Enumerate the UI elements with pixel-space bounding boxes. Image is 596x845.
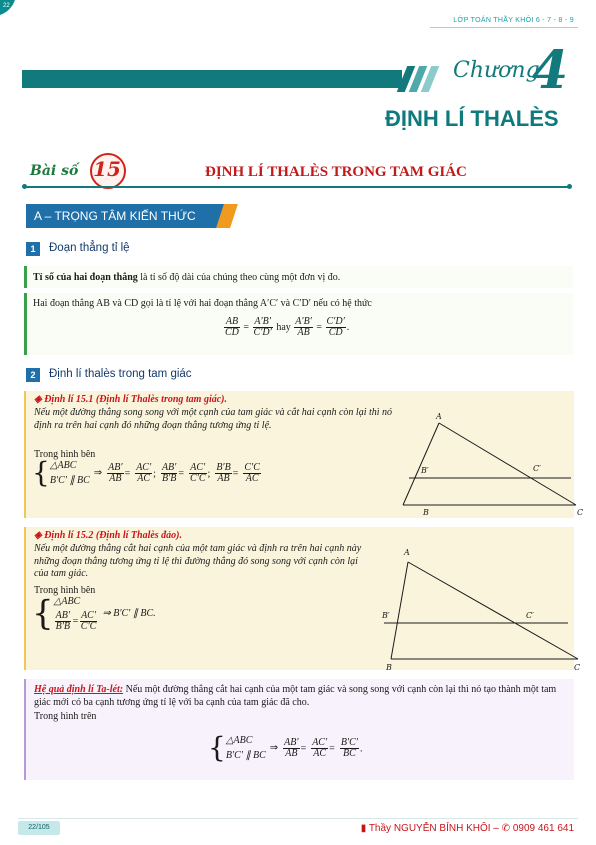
definition-box	[24, 266, 573, 288]
chapter-number: 4	[532, 40, 569, 101]
theorem-2-body: Nếu một đường thẳng cắt hai cạnh của một tam giác và định ra trên hai cạnh này những đoạn thẳng tương ứng tỉ lệ thì đường thẳng đó song song với cạnh còn lại của tam giác.	[34, 543, 362, 579]
proportion-formula: $\frac{AB}{CD}$ = $\frac{A'B'}{C'D'}$ hay $\frac{A'B'}{AB}$ = $\frac{C'D'}{CD}$ .	[225, 316, 350, 338]
lesson-rule	[25, 186, 570, 188]
corollary-box	[24, 679, 574, 780]
section-a-title: A – TRỌNG TÂM KIẾN THỨC	[34, 209, 196, 223]
page-number: 22/105	[18, 821, 60, 835]
side-ac	[439, 423, 576, 505]
header-rule	[430, 27, 578, 28]
footer-author: ▮ Thầy NGUYỄN BỈNH KHÔI – ✆ 0909 461 641	[360, 823, 574, 834]
part1-number: 1	[26, 242, 40, 256]
proportion-statement: Hai đoạn thẳng AB và CD gọi là tỉ lệ với hai đoạn thẳng A′C′ và C′D′ nếu có hệ thức	[33, 298, 372, 309]
theorem-1-formula: { △ABC B′C′ ∥ BC ⇒ $\frac{AB'}{AB}$ = $\frac{AC'}{AC}$ ; $\frac{AB'}{B'B}$ = $\frac{AC'}{C'C}$ ; $\frac{B'B}{AB}$ = $\frac{C'C}{AC}$	[32, 456, 260, 489]
phone-icon: ✆	[501, 823, 511, 834]
lesson-number: 15	[93, 157, 121, 181]
definition-term: Tỉ số của hai đoạn thẳng	[33, 272, 138, 283]
theorem-1-body: Nếu một đường thẳng song song với một cạnh của tam giác và cắt hai cạnh còn lại thì nó định ra trên hai cạnh đó những đoạn thẳng tương ứng tỉ lệ.	[34, 407, 393, 431]
label-c: C	[577, 508, 584, 517]
label-b-prime: B′	[382, 611, 390, 620]
label-c: C	[574, 663, 581, 672]
label-a: A	[404, 548, 410, 557]
corollary-body: Nếu một đường thẳng cắt hai cạnh của một tam giác và song song với cạnh còn lại thì nó tạo thành một tam giác mới có ba cạnh tương ứng tỉ lệ với ba cạnh của tam giác đã cho.	[34, 684, 557, 708]
label-a: A	[436, 412, 442, 421]
chapter-banner-bar	[22, 70, 402, 88]
label-c-prime: C′	[526, 611, 534, 620]
footer-rule	[18, 818, 578, 819]
part2-number: 2	[26, 368, 40, 382]
side-ab	[403, 423, 439, 505]
rule-dot	[22, 184, 27, 189]
part1-heading: Đoạn thẳng tỉ lệ	[49, 242, 130, 254]
page-corner-number: 22	[3, 3, 10, 9]
series-title: LỚP TOÁN THẦY KHÔI 6 - 7 - 8 - 9	[453, 17, 574, 24]
part2-heading: Định lí thalès trong tam giác	[49, 368, 192, 380]
label-c-prime: C′	[533, 464, 541, 473]
theorem-1-title: ◈ Định lí 15.1 (Định lí Thalès trong tam giác).	[34, 394, 228, 405]
proportion-box	[24, 293, 573, 355]
side-ac	[408, 562, 578, 659]
theorem-1-box	[24, 391, 584, 518]
diamond-icon: ◈	[34, 394, 42, 405]
chapter-label: Chương	[453, 58, 540, 83]
lesson-title: ĐỊNH LÍ THALÈS TRONG TAM GIÁC	[205, 164, 467, 180]
hay-word: hay	[276, 321, 291, 333]
label-b: B	[423, 508, 429, 517]
theorem-1-triangle-figure	[381, 403, 584, 518]
theorem-2-title: ◈ Định lí 15.2 (Định lí Thalès đảo).	[34, 530, 183, 541]
theorem-1-in-figure: Trong hình bên	[34, 449, 96, 460]
theorem-2-triangle-figure	[356, 542, 581, 670]
corollary-formula: { △ABC B′C′ ∥ BC ⇒ $\frac{AB'}{AB}$ = $\frac{AC'}{AC}$ = $\frac{B'C'}{BC}$ .	[208, 731, 363, 764]
diamond-icon: ◈	[34, 530, 42, 541]
corollary-text	[34, 683, 568, 709]
theorem-2-formula: { △ABC $\frac{AB'}{B'B}$ = $\frac{AC'}{C'C}$ ⇒ B′C′ ∥ BC.	[32, 593, 156, 634]
definition-text: là tỉ số độ dài của chúng theo cùng một đơn vị đo.	[137, 272, 341, 283]
rule-dot	[567, 184, 572, 189]
label-b-prime: B′	[421, 466, 429, 475]
theorem-2-in-figure: Trong hình bên	[34, 585, 96, 596]
lesson-label: Bài số	[30, 163, 79, 179]
corollary-title: Hệ quả định lí Ta-lét:	[34, 684, 124, 695]
label-b: B	[386, 663, 392, 672]
side-ab	[391, 562, 408, 659]
chapter-title: ĐỊNH LÍ THALÈS	[385, 106, 559, 131]
theorem-2-box	[24, 527, 581, 672]
document-icon: ▮	[360, 823, 367, 834]
corollary-in-figure: Trong hình trên	[34, 711, 97, 722]
